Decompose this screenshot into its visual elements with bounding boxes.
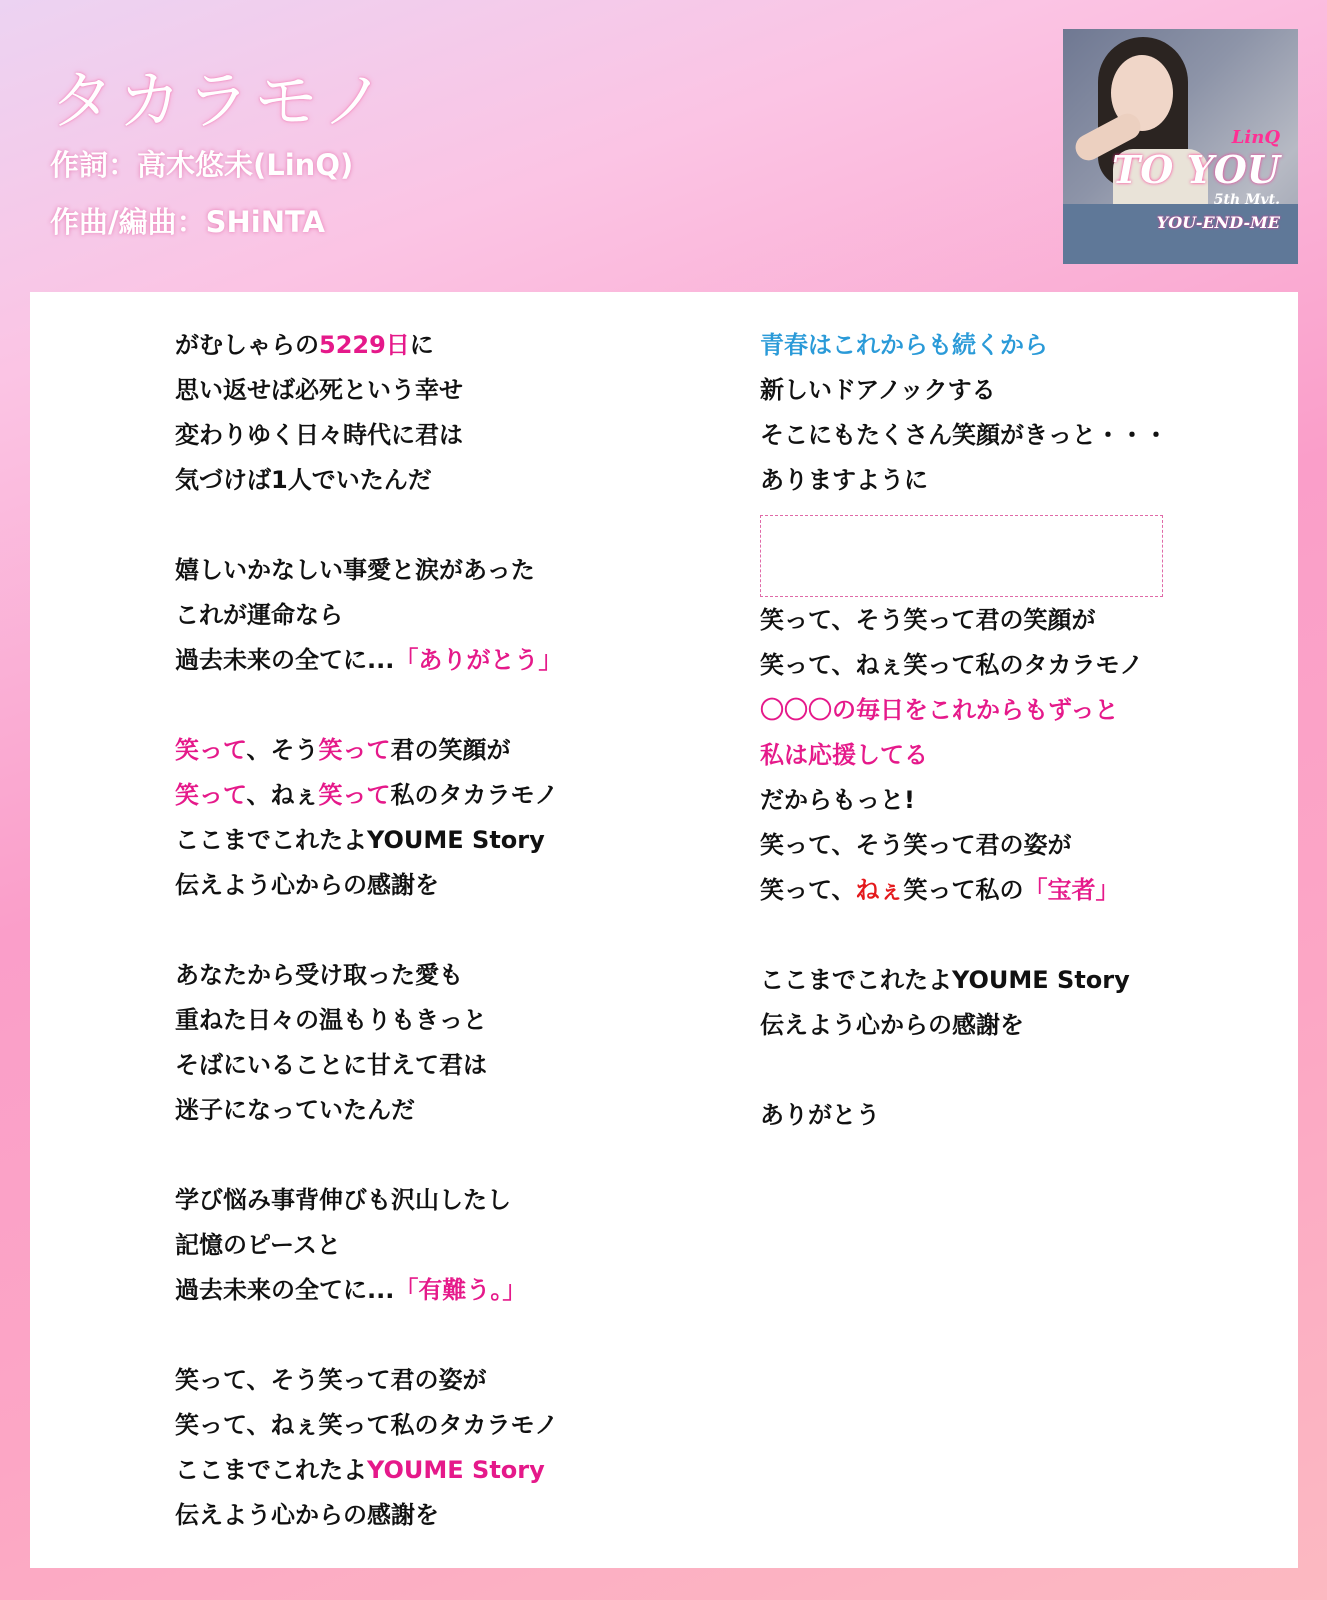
- lyric-segment: 思い返せば必死という幸せ: [175, 376, 463, 404]
- lyric-line: [175, 960, 562, 1005]
- stanza-gap: [175, 915, 562, 960]
- lyric-segment: 青春はこれからも続くから: [760, 331, 1048, 359]
- lyric-segment: 「宝者」: [1023, 876, 1120, 904]
- lyric-line: [175, 465, 562, 510]
- lyric-line: [760, 650, 1168, 695]
- lyric-segment: 笑って: [175, 781, 247, 809]
- lyric-segment: そこにもたくさん笑顔がきっと・・・: [760, 421, 1168, 449]
- blank-lyric-box: [760, 515, 1163, 597]
- lyric-segment: 「有難う。」: [394, 1276, 527, 1304]
- lyric-line: [175, 870, 562, 915]
- lyric-line: [760, 830, 1168, 875]
- cover-subtitle-text: YOU-END-ME: [1156, 213, 1280, 232]
- lyric-line: [175, 1005, 562, 1050]
- lyric-line: [760, 1010, 1168, 1055]
- lyric-segment: 笑って、ねぇ笑って私のタカラモノ: [175, 1411, 559, 1439]
- lyric-line: [760, 330, 1168, 375]
- lyric-line: [760, 420, 1168, 465]
- lyric-line: [175, 330, 562, 375]
- song-title: タカラモノ: [50, 65, 390, 139]
- lyric-line: [175, 735, 562, 780]
- lyric-segment: に: [409, 331, 434, 359]
- lyric-segment: 伝えよう心からの感謝を: [175, 1501, 439, 1529]
- lyric-segment: 気づけば1人でいたんだ: [175, 466, 432, 494]
- lyric-segment: 変わりゆく日々時代に君は: [175, 421, 463, 449]
- lyric-segment: 笑って、そう笑って君の笑顔が: [760, 606, 1096, 634]
- lyric-segment: そばにいることに甘えて君は: [175, 1051, 487, 1079]
- lyric-segment: ありますように: [760, 466, 928, 494]
- lyric-line: [175, 1410, 562, 1455]
- lyric-line: [760, 785, 1168, 830]
- lyric-segment: これが運命なら: [175, 601, 343, 629]
- lyric-line: [760, 965, 1168, 1010]
- lyric-line: [175, 1455, 562, 1500]
- lyric-segment: 過去未来の全てに...: [175, 646, 395, 674]
- lyric-segment: 笑って私の: [903, 876, 1024, 904]
- cover-title-text: TO YOU: [1112, 147, 1280, 192]
- lyric-line: [175, 645, 562, 690]
- lyric-segment: 記憶のピースと: [175, 1231, 341, 1259]
- lyric-line: [175, 1230, 562, 1275]
- lyric-segment: 重ねた日々の温もりもきっと: [175, 1006, 487, 1034]
- lyric-segment: 笑って: [318, 781, 391, 809]
- lyric-segment: ここまでこれたよ: [175, 1456, 367, 1484]
- lyric-segment: 「ありがとう」: [394, 646, 563, 674]
- stanza-gap: [175, 1140, 562, 1185]
- lyric-line: [760, 465, 1168, 510]
- composer-credit: 作曲/編曲：SHiNTA: [50, 205, 325, 239]
- lyric-line: [175, 1365, 562, 1410]
- stanza-gap: [175, 510, 562, 555]
- lyric-segment: 笑って、ねぇ笑って私のタカラモノ: [760, 651, 1144, 679]
- lyric-segment: 、ねぇ: [246, 781, 319, 809]
- lyric-segment: だからもっと!: [760, 786, 915, 814]
- lyric-segment: 笑って、そう笑って君の姿が: [760, 831, 1072, 859]
- lyric-segment: ここまでこれたよYOUME Story: [175, 826, 545, 854]
- lyric-line: [760, 875, 1168, 920]
- lyric-segment: 伝えよう心からの感謝を: [760, 1011, 1024, 1039]
- lyric-line: [175, 420, 562, 465]
- lyric-line: [175, 780, 562, 825]
- lyric-segment: 私は応援してる: [760, 741, 928, 769]
- lyric-line: [760, 375, 1168, 420]
- stanza-gap: [175, 690, 562, 735]
- lyric-segment: 新しいドアノックする: [760, 376, 996, 404]
- lyric-line: [175, 825, 562, 870]
- lyrics-column-left: [175, 330, 562, 1545]
- lyric-line: [760, 695, 1168, 740]
- lyric-segment: 笑って: [175, 736, 247, 764]
- lyric-segment: 迷子になっていたんだ: [175, 1096, 415, 1124]
- lyric-line: [175, 1500, 562, 1545]
- lyric-segment: 伝えよう心からの感謝を: [175, 871, 439, 899]
- lyric-segment: 笑って、: [760, 876, 856, 904]
- lyric-line: [175, 375, 562, 420]
- lyric-segment: がむしゃらの: [175, 331, 319, 359]
- lyric-segment: 笑って、そう笑って君の姿が: [175, 1366, 487, 1394]
- lyric-line: [175, 555, 562, 600]
- album-cover: [1063, 29, 1298, 264]
- lyric-line: [175, 1050, 562, 1095]
- lyric-segment: 君の笑顔が: [390, 736, 511, 764]
- lyrics-panel: [30, 292, 1298, 1568]
- lyric-segment: 〇〇〇の毎日をこれからもずっと: [760, 696, 1119, 724]
- lyric-segment: ねぇ: [855, 876, 904, 904]
- lyric-segment: 5229日: [319, 331, 410, 359]
- lyric-line: [175, 600, 562, 645]
- lyric-line: [175, 1275, 562, 1320]
- cover-movement-text: 5th Mvt.: [1213, 192, 1280, 208]
- lyrics-column-right: [760, 330, 1168, 1145]
- lyric-segment: 学び悩み事背伸びも沢山したし: [175, 1186, 511, 1214]
- lyricist-credit: 作詞：高木悠未(LinQ): [50, 148, 354, 182]
- lyric-line: [760, 1100, 1168, 1145]
- stanza-gap: [175, 1320, 562, 1365]
- lyric-segment: YOUME Story: [367, 1456, 545, 1484]
- cover-artist-text: LinQ: [1231, 127, 1280, 148]
- lyric-segment: 、そう: [246, 736, 319, 764]
- lyric-segment: ありがとう: [760, 1101, 880, 1129]
- lyric-line: [175, 1185, 562, 1230]
- lyric-line: [760, 740, 1168, 785]
- lyric-line: [760, 605, 1168, 650]
- stanza-gap: [760, 920, 1168, 965]
- stanza-gap: [760, 1055, 1168, 1100]
- lyric-segment: 私のタカラモノ: [390, 781, 559, 809]
- lyric-line: [175, 1095, 562, 1140]
- lyric-segment: 過去未来の全てに...: [175, 1276, 395, 1304]
- lyric-segment: 笑って: [318, 736, 391, 764]
- lyric-segment: あなたから受け取った愛も: [175, 961, 463, 989]
- lyric-segment: 嬉しいかなしい事愛と涙があった: [175, 556, 535, 584]
- lyric-segment: ここまでこれたよYOUME Story: [760, 966, 1130, 994]
